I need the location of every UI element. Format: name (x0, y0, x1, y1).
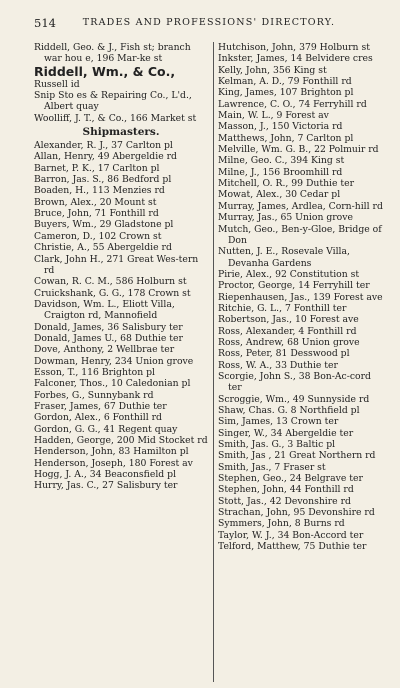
directory-entry: Henderson, Joseph, 180 Forest av (34, 457, 193, 469)
directory-entry: Riepenhausen, Jas., 139 Forest ave (218, 291, 383, 303)
directory-entry: Murray, Jas., 65 Union grove (218, 212, 353, 224)
left-entry-list (34, 140, 208, 492)
directory-entry: Cruickshank, G. G., 178 Crown st (34, 287, 191, 299)
directory-entry: Proctor, George, 14 Ferryhill ter (218, 280, 370, 292)
directory-entry: Ritchie, G. L., 7 Fonthill ter (218, 302, 347, 314)
directory-entry: Barnet, P. K., 17 Carlton pl (34, 162, 160, 174)
directory-entry: Donald, James U., 68 Duthie ter (34, 332, 183, 344)
directory-entry: Dowman, Henry, 234 Union grove (34, 355, 194, 367)
directory-entry: Hogg, J. A., 34 Beaconsfield pl (34, 469, 177, 481)
directory-entry: Cameron, D., 102 Crown st (34, 230, 162, 242)
directory-entry: Robertson, Jas., 10 Forest ave (218, 314, 359, 326)
directory-entry: Singer, W., 34 Abergeldie ter (218, 427, 354, 439)
directory-entry: Esson, T., 116 Brighton pl (34, 366, 155, 378)
directory-entry: Scroggie, Wm., 49 Sunnyside rd (218, 393, 370, 405)
directory-entry: Main, W. L., 9 Forest av (218, 110, 329, 122)
directory-entry: Henderson, John, 83 Hamilton pl (34, 446, 189, 458)
directory-entry: Christie, A., 55 Abergeldie rd (34, 242, 172, 254)
directory-entry: Murray, James, Ardlea, Corn-hill rd (218, 200, 383, 212)
column-divider (213, 42, 214, 682)
directory-entry: Ross, Alexander, 4 Fonthill rd (218, 325, 357, 337)
directory-entry: Riddell, Geo. & J., Fish st; branch war hou e, 196 Mar-ke st (34, 42, 191, 65)
columns (34, 42, 386, 682)
directory-entry: Milne, Geo. C., 394 King st (218, 155, 345, 167)
directory-entry: Davidson, Wm. L., Eliott Villa, Craigton rd, Mannofield (34, 298, 175, 322)
directory-entry: Buyers, Wm., 29 Gladstone pl (34, 219, 174, 231)
directory-entry: Kelman, A. D., 79 Fonthill rd (218, 76, 352, 88)
directory-entry: Smith, Jas., 7 Fraser st (218, 461, 326, 473)
directory-entry: Ross, Peter, 81 Desswood pl (218, 348, 350, 360)
directory-entry: Nutten, J. E., Rosevale Villa, Devanha Gardens (218, 246, 350, 269)
directory-entry: Stephen, Geo., 24 Belgrave ter (218, 473, 363, 485)
directory-entry: Ross, W. A., 33 Duthie ter (218, 359, 338, 371)
left-top-entries (34, 42, 208, 65)
directory-entry: Stott, Jas., 42 Devonshire rd (218, 495, 351, 507)
directory-entry: Alexander, R. J., 37 Carlton pl (34, 140, 173, 152)
directory-entry: Pirie, Alex., 92 Constitution st (218, 268, 360, 280)
directory-entry: Mitchell, O. R., 99 Duthie ter (218, 178, 355, 190)
directory-entry: Russell id (34, 78, 80, 90)
directory-entry: Brown, Alex., 20 Mount st (34, 196, 157, 208)
directory-entry: Falconer, Thos., 10 Caledonian pl (34, 378, 191, 390)
directory-entry: Allan, Henry, 49 Abergeldie rd (34, 151, 177, 163)
page-header (34, 16, 384, 32)
directory-entry: Shaw, Chas. G. 8 Northfield pl (218, 405, 360, 416)
directory-entry: Donald, James, 36 Salisbury ter (34, 321, 183, 333)
directory-entry: Hutchison, John, 379 Holburn st (218, 42, 370, 53)
directory-entry: Hadden, George, 200 Mid Stocket rd (34, 435, 208, 446)
directory-entry: Barron, Jas. S., 86 Bedford pl (34, 174, 172, 186)
directory-entry: Hurry, Jas. C., 27 Salisbury ter (34, 480, 178, 492)
directory-entry: Milne, J., 156 Broomhill rd (218, 166, 343, 178)
running-title: TRADES AND PROFESSIONS' DIRECTORY. (82, 17, 336, 28)
directory-entry: Mowat, Alex., 30 Cedar pl (218, 189, 341, 201)
directory-entry: King, James, 107 Brighton pl (218, 87, 354, 99)
directory-entry: Forbes, G., Sunnybank rd (34, 389, 154, 401)
directory-entry: Dove, Anthony, 2 Wellbrae ter (34, 344, 175, 356)
directory-entry: Gordon, G. G., 41 Regent quay (34, 423, 178, 435)
directory-entry: Fraser, James, 67 Duthie ter (34, 400, 167, 412)
directory-entry: Mutch, Geo., Ben-y-Gloe, Bridge of Don (218, 223, 382, 246)
featured-entry-name: Riddell, Wm., & Co., (34, 63, 176, 79)
directory-entry: Matthews, John, 7 Carlton pl (218, 132, 354, 144)
page-number: 514 (34, 16, 56, 30)
directory-entry: Clark, John H., 271 Great Wes-tern rd (34, 253, 199, 276)
left-column (34, 42, 208, 682)
directory-entry: Cowan, R. C. M., 586 Holburn st (34, 276, 187, 288)
directory-entry: Telford, Matthew, 75 Duthie ter (218, 541, 367, 553)
directory-entry: Sim, James, 13 Crown ter (218, 416, 339, 428)
directory-entry: Boaden, H., 113 Menzies rd (34, 185, 165, 197)
directory-entry: Smith, Jas , 21 Great Northern rd (218, 450, 376, 462)
directory-entry: Ross, Andrew, 68 Union grove (218, 336, 360, 348)
right-column (218, 42, 386, 682)
directory-entry: Scorgie, John S., 38 Bon-Ac-cord ter (218, 370, 371, 394)
directory-entry: Strachan, John, 95 Devonshire rd (218, 507, 375, 519)
directory-entry: Masson, J., 150 Victoria rd (218, 121, 343, 133)
featured-entry-details (34, 79, 208, 124)
directory-entry: Kelly, John, 356 King st (218, 64, 327, 76)
section-heading: Shipmasters. (82, 126, 160, 139)
directory-entry: Symmers, John, 8 Burns rd (218, 518, 345, 530)
directory-entry: Taylor, W. J., 34 Bon-Accord ter (218, 529, 364, 541)
directory-entry: Gordon, Alex., 6 Fonthill rd (34, 412, 162, 424)
directory-entry: Melville, Wm. G. B., 22 Polmuir rd (218, 144, 379, 156)
directory-entry: Inkster, James, 14 Belvidere cres (218, 53, 373, 65)
directory-entry: Snip Sto es & Repairing Co., L'd., Albert quay (34, 90, 192, 113)
directory-entry: Woolliff, J. T., & Co., 166 Market st (34, 112, 197, 124)
directory-entry: Stephen, John, 44 Fonthill rd (218, 484, 354, 496)
directory-entry: Bruce, John, 71 Fonthill rd (34, 208, 159, 220)
directory-entry: Smith, Jas. G., 3 Baltic pl (218, 439, 336, 451)
directory-entry: Lawrence, C. O., 74 Ferryhill rd (218, 98, 367, 110)
right-entry-list (218, 42, 386, 552)
